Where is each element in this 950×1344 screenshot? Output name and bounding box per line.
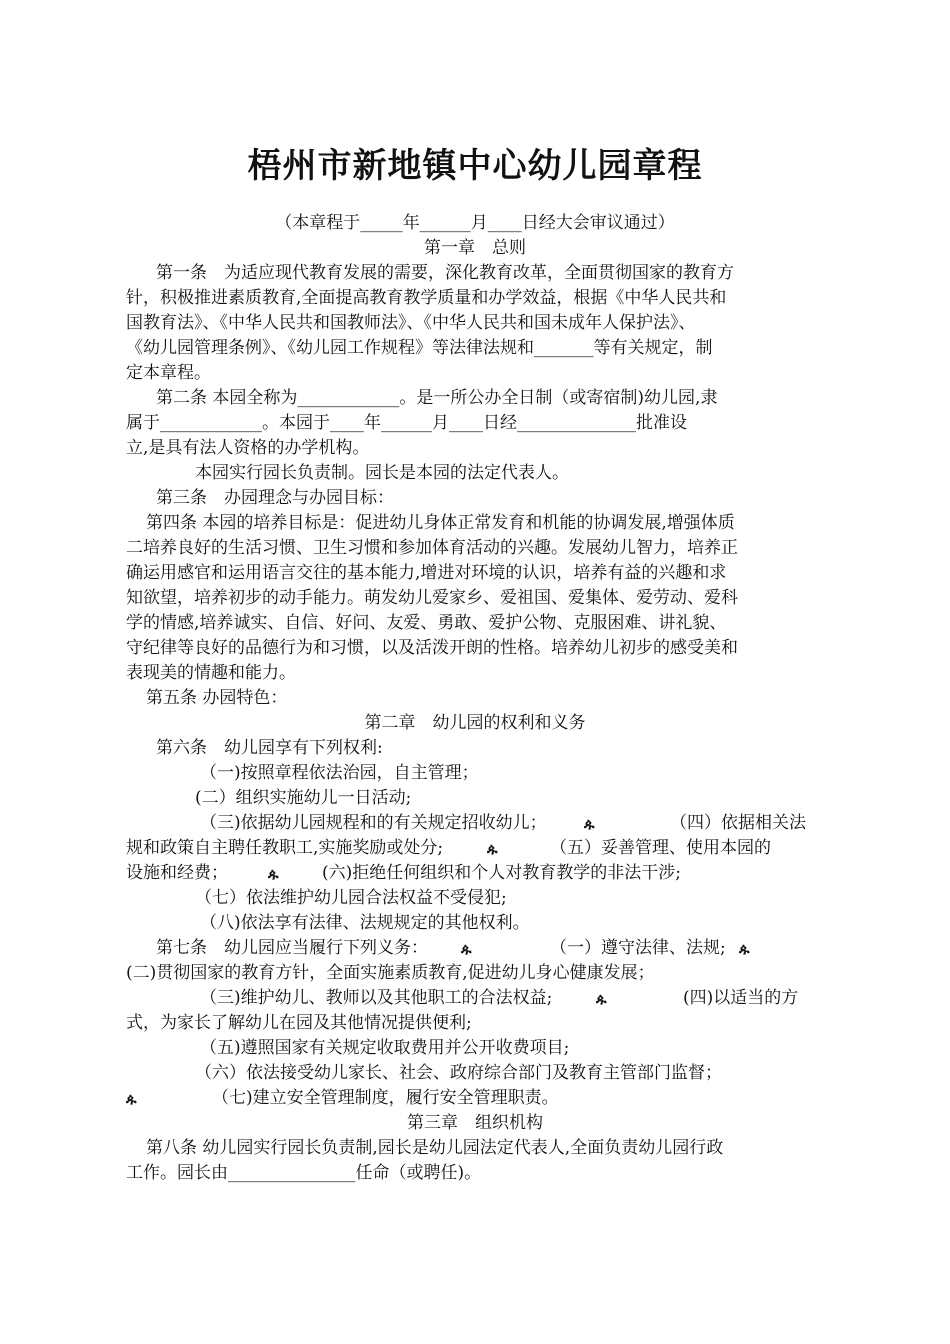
article-4-line-4: 知欲望，培养初步的动手能力。萌发幼儿爱家乡、爱祖国、爱集体、爱劳动、爱科 (126, 588, 738, 608)
right-item-3: （三)依据幼儿园规程和的有关规定招收幼儿； (200, 813, 547, 833)
article-4-line-2: 二培养良好的生活习惯、卫生习惯和参加体育活动的兴趣。发展幼儿智力，培养正 (126, 538, 738, 558)
right-item-8: （八)依法享有法律、法规规定的其他权利。 (200, 913, 530, 933)
article-4-line-1: 第四条 本园的培养目标是：促进幼儿身体正常发育和机能的协调发展,增强体质 (146, 513, 735, 533)
bullet-mark-glyph: ዹ (596, 991, 607, 1007)
duty-item-4-cont: 式，为家长了解幼儿在园及其他情况提供便利; (126, 1013, 472, 1033)
bullet-mark-glyph: ዹ (268, 866, 279, 882)
right-item-4-cont: 规和政策自主聘任教职工,实施奖励或处分; (126, 838, 444, 858)
right-item-1: （一)按照章程依法治园，自主管理； (200, 763, 479, 783)
duty-item-5: （五)遵照国家有关规定收取费用并公开收费项目; (200, 1038, 570, 1058)
article-1-line-2: 针，积极推进素质教育,全面提高教育教学质量和办学效益，根据《中华人民共和 (126, 288, 727, 308)
article-1-line-5: 定本章程。 (126, 363, 211, 383)
article-8-line-2: 工作。园长由_______________任命（或聘任)。 (126, 1163, 482, 1183)
page-title: 梧州市新地镇中心幼儿园章程 (247, 146, 703, 186)
right-item-6: (六)拒绝任何组织和个人对教育教学的非法干涉; (322, 863, 681, 883)
chapter-3-heading: 第三章 组织机构 (407, 1113, 543, 1133)
article-4-line-7: 表现美的情趣和能力。 (126, 663, 296, 683)
bullet-mark-glyph: ዹ (126, 1091, 137, 1107)
article-4-line-5: 学的情感,培养诚实、自信、好问、友爱、勇敢、爱护公物、克服困难、讲礼貌、 (126, 613, 727, 633)
duty-item-7: （七)建立安全管理制度，履行安全管理职责。 (212, 1088, 559, 1108)
right-item-7: （七）依法维护幼儿园合法权益不受侵犯; (195, 888, 507, 908)
duty-item-3: （三)维护幼儿、教师以及其他职工的合法权益; (200, 988, 553, 1008)
article-1-line-4: 《幼儿园管理条例》、《幼儿园工作规程》等法律法规和_______等有关规定，制 (126, 338, 713, 358)
article-7: 第七条 幼儿园应当履行下列义务： (156, 938, 428, 958)
article-6: 第六条 幼儿园享有下列权利: (156, 738, 383, 758)
article-1-line-1: 第一条 为适应现代教育发展的需要，深化教育改革，全面贯彻国家的教育方 (156, 263, 734, 283)
approval-note: （本章程于_____年______月____日经大会审议通过） (275, 213, 675, 233)
article-5: 第五条 办园特色： (146, 688, 288, 708)
right-item-2: (二）组织实施幼儿一日活动; (195, 788, 412, 808)
right-item-4-start: （四）依据相关法 (670, 813, 806, 833)
duty-item-1: （一）遵守法律、法规; (550, 938, 726, 958)
article-4-line-3: 确运用感官和运用语言交往的基本能力,增进对环境的认识，培养有益的兴趣和求 (126, 563, 727, 583)
article-3: 第三条 办园理念与办园目标： (156, 488, 394, 508)
article-8-line-1: 第八条 幼儿园实行园长负责制,园长是幼儿园法定代表人,全面负责幼儿园行政 (146, 1138, 724, 1158)
right-item-5-cont: 设施和经费； (126, 863, 228, 883)
article-2-line-1: 第二条 本园全称为____________。是一所公办全日制（或寄宿制)幼儿园,隶 (156, 388, 718, 408)
chapter-2-heading: 第二章 幼儿园的权利和义务 (364, 713, 586, 733)
duty-item-6: （六）依法接受幼儿家长、社会、政府综合部门及教育主管部门监督； (195, 1063, 722, 1083)
article-4-line-6: 守纪律等良好的品德行为和习惯，以及活泼开朗的性格。培养幼儿初步的感受美和 (126, 638, 738, 658)
article-2-line-2: 属于____________。本园于____年______月____日经______________批准设 (126, 413, 687, 433)
bullet-mark-glyph: ዹ (487, 841, 498, 857)
duty-item-4-start: (四)以适当的方 (683, 988, 799, 1008)
bullet-mark-glyph: ዹ (461, 941, 472, 957)
chapter-1-heading: 第一章 总则 (424, 238, 526, 258)
duty-item-2: (二)贯彻国家的教育方针，全面实施素质教育,促进幼儿身心健康发展； (126, 963, 655, 983)
bullet-mark-glyph: ዹ (584, 816, 595, 832)
bullet-mark-glyph: ዹ (739, 941, 750, 957)
article-1-line-3: 国教育法》、《中华人民共和国教师法》、《中华人民共和国未成年人保护法》、 (126, 313, 696, 333)
article-2-line-3: 立,是具有法人资格的办学机构。 (126, 438, 370, 458)
right-item-5-start: （五）妥善管理、使用本园的 (550, 838, 771, 858)
article-2-line-4: 本园实行园长负责制。园长是本园的法定代表人。 (195, 463, 569, 483)
